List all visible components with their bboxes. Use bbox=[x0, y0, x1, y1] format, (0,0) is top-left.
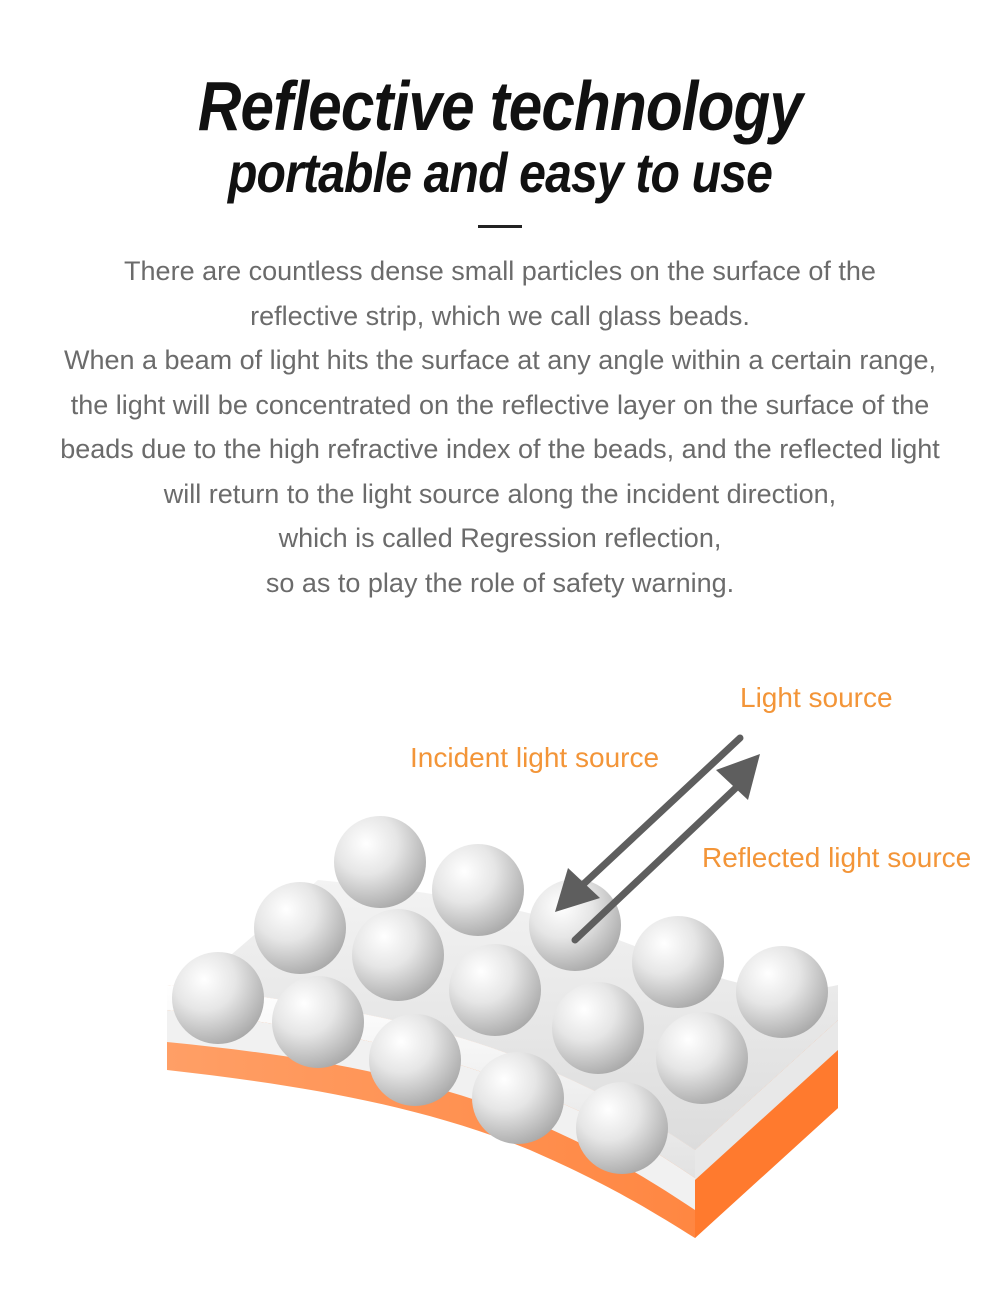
glass-bead bbox=[632, 916, 724, 1008]
title-divider bbox=[478, 225, 522, 228]
glass-bead bbox=[736, 946, 828, 1038]
description-line: so as to play the role of safety warning. bbox=[265, 567, 735, 598]
glass-bead bbox=[472, 1052, 564, 1144]
description-line: reflective strip, which we call glass beads. bbox=[250, 300, 750, 331]
page-subtitle: portable and easy to use bbox=[227, 141, 773, 204]
glass-bead bbox=[254, 882, 346, 974]
glass-bead bbox=[576, 1082, 668, 1174]
glass-bead bbox=[352, 909, 444, 1001]
glass-bead bbox=[334, 816, 426, 908]
light-source-label: Light source bbox=[740, 682, 893, 713]
page-title: Reflective technology bbox=[197, 67, 803, 145]
bead-layer-illustration bbox=[0, 640, 1000, 1280]
description-line: When a beam of light hits the surface at any angle within a certain range, bbox=[63, 345, 936, 375]
glass-bead bbox=[432, 844, 524, 936]
description-line: will return to the light source along the incident direction, bbox=[163, 478, 837, 509]
description-line: the light will be concentrated on the reflective layer on the surface of the bbox=[70, 389, 930, 420]
description-line: There are countless dense small particles on the surface of the bbox=[124, 256, 876, 286]
description-line: which is called Regression reflection, bbox=[278, 523, 722, 553]
incident-light-source-label: Incident light source bbox=[410, 742, 660, 773]
glass-bead bbox=[172, 952, 264, 1044]
reflected-light-source-label: Reflected light source bbox=[702, 842, 972, 873]
glass-bead bbox=[272, 976, 364, 1068]
glass-bead-diagram bbox=[0, 640, 1000, 1280]
glass-bead bbox=[449, 944, 541, 1036]
glass-bead bbox=[369, 1014, 461, 1106]
glass-bead bbox=[552, 982, 644, 1074]
description-line: beads due to the high refractive index of the beads, and the reflected light bbox=[60, 434, 940, 464]
glass-bead bbox=[656, 1012, 748, 1104]
description-text bbox=[0, 249, 1000, 605]
